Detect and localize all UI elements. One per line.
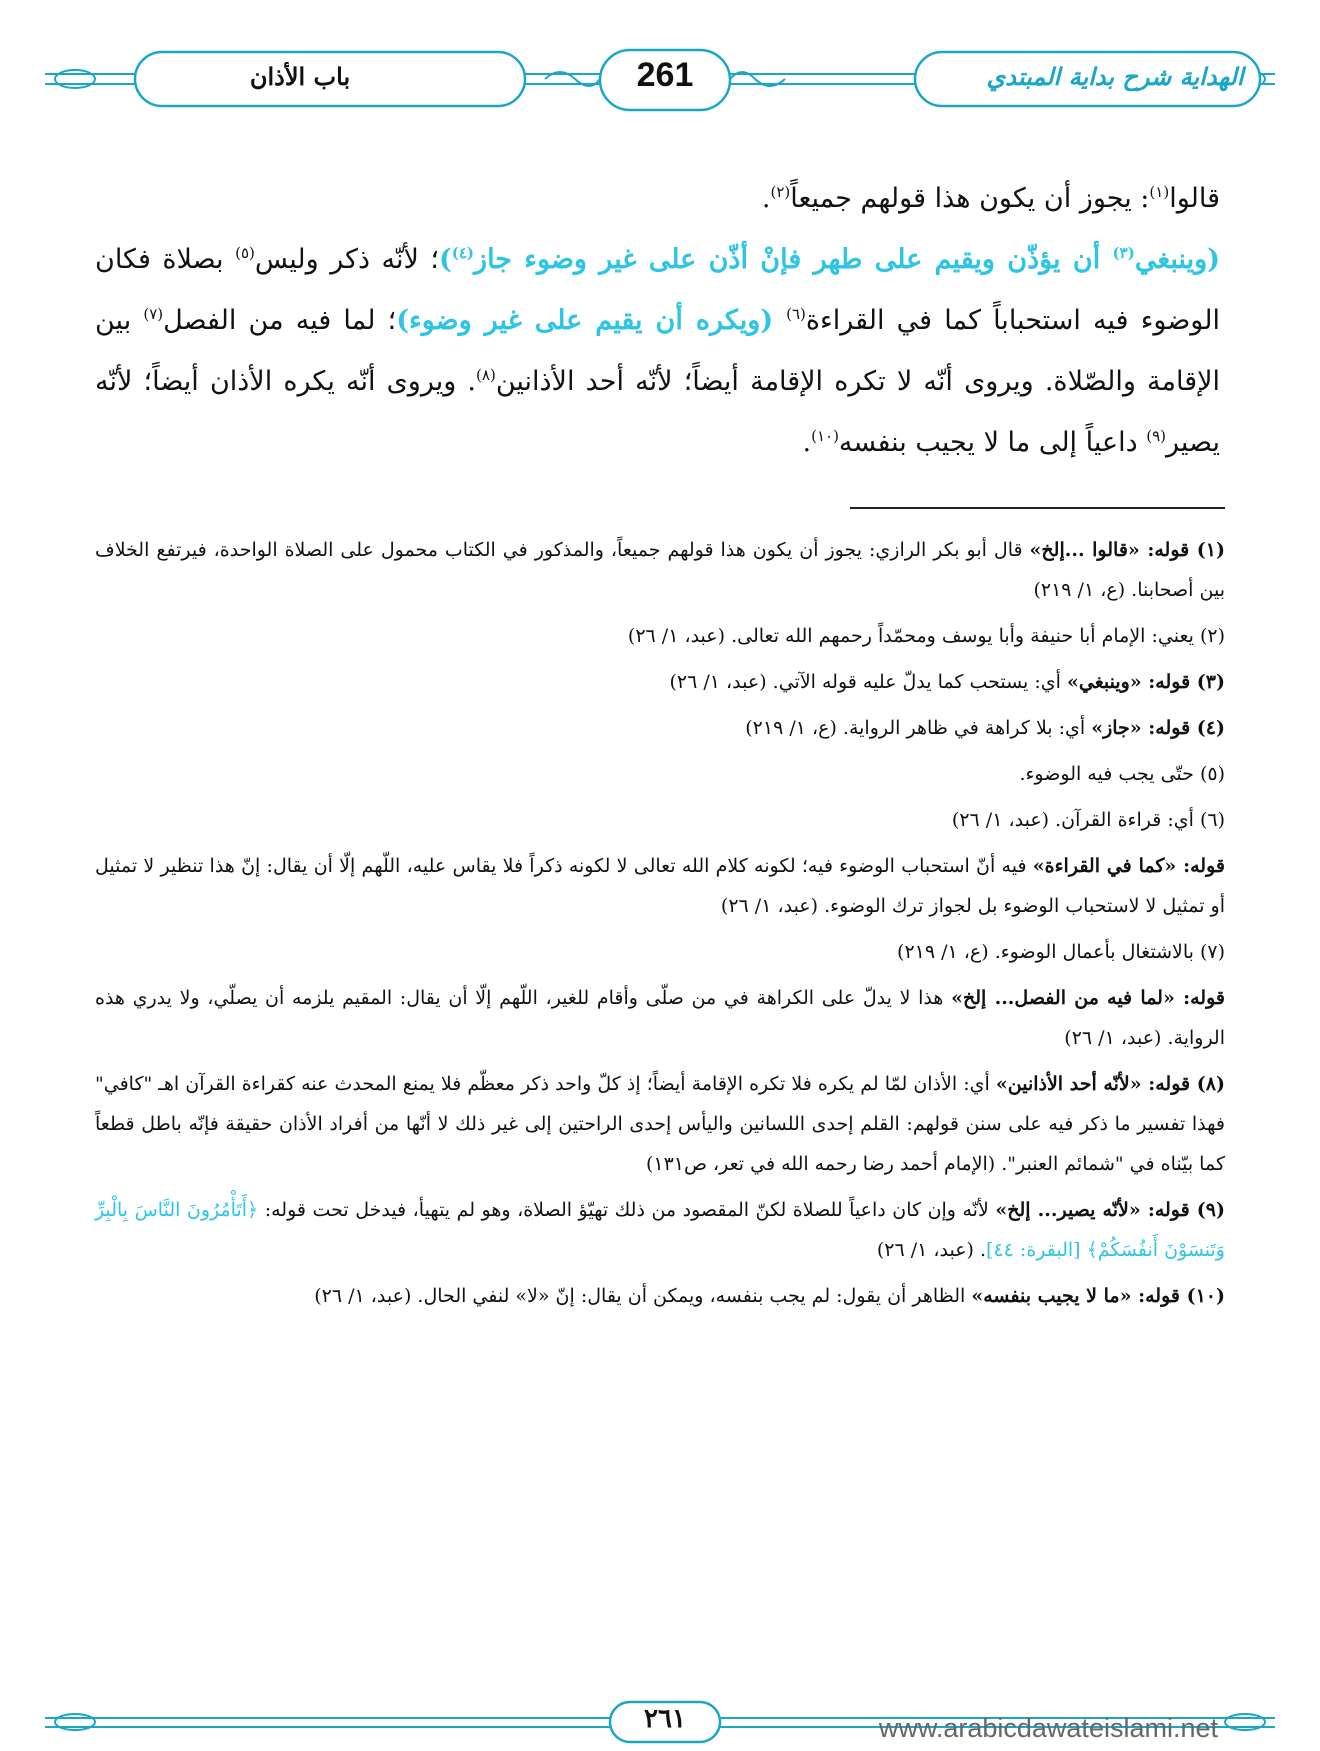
text-run: ؛ لأنّه ذكر وليس: [254, 244, 439, 275]
matn-text: (ويكره أن يقيم على غير وضوء): [396, 305, 787, 336]
book-title: الهداية شرح بداية المبتدي: [986, 62, 1244, 91]
footnote-label: (٤) قوله: «جاز»: [1091, 717, 1225, 739]
footnote-1: [95, 530, 1225, 610]
footnote-ref-1[interactable]: (١): [1149, 183, 1170, 201]
footnote-5: [95, 754, 1225, 794]
footnote-text: أي: بلا كراهة في ظاهر الرواية. (ع، ١/ ٢١٩): [745, 717, 1092, 739]
text-run: ؛ لما فيه من الفصل: [163, 305, 397, 336]
page-header: [45, 48, 1275, 112]
footnote-ref-8[interactable]: (٨): [476, 366, 496, 384]
main-paragraph-2: [95, 229, 1220, 473]
footnote-8: [95, 1064, 1225, 1184]
text-run: . ويروى أنّه يكره الأذان أيضاً؛ لأنّه يصير: [95, 366, 1220, 458]
matn-text: (وينبغي: [1134, 244, 1220, 275]
quran-verse: ﴿أَتَأْمُرُونَ النَّاسَ بِالْبِرِّ وَتَنسَوْنَ أَنفُسَكُمْ﴾ [البقرة: ٤٤]: [95, 1199, 1225, 1261]
footnote-label: (٨) قوله: «لأنّه أحد الأذانين»: [995, 1073, 1225, 1095]
footnote-6-comment: [95, 846, 1225, 926]
footnote-7: [95, 932, 1225, 972]
footnote-label: (٣) قوله: «وينبغي»: [1066, 671, 1225, 693]
chapter-title: باب الأذان: [249, 62, 351, 91]
footnote-text: أي: يستحب كما يدلّ عليه قوله الآتي. (عبد، ١/ ٢٦): [669, 671, 1067, 693]
text-run: بصلاة فكان الوضوء فيه استحباباً كما في القراءة: [95, 244, 1220, 336]
footnote-text: أي: الأذان لمّا لم يكره فلا تكره الإقامة أيضاً؛ إذ كلّ واحد ذكر معظّم فلا يمنع المحدث عنه كقراءة القرآن اهـ "كافي" فهذا تفسير ما ذكر فيه على سنن قولهم: القلم إحدى اللسانين واليأس إحدى الراحتين إلى غير ذلك لا أنّها من أفراد الأذان حقيقة فإنّه باطل قطعاً كما بيّناه في "شمائم العنبر". (الإمام أحمد رضا رحمه الله في تعر، ص١٣١): [95, 1073, 1225, 1175]
footnote-ref-5[interactable]: (٥): [235, 244, 255, 262]
footnote-ref-10[interactable]: (١٠): [811, 427, 839, 445]
footnote-label: قوله: «لما فيه من الفصل... إلخ»: [951, 987, 1225, 1009]
footnote-ref-4[interactable]: (٤): [451, 244, 475, 262]
matn-text: أن يؤذّن ويقيم على طهر فإنْ أذّن على غير وضوء جاز: [474, 244, 1113, 275]
footnote-text: هذا لا يدلّ على الكراهة في من صلّى وأقام للغير، اللّهم إلّا أن يقال: المقيم يلزمه أن يصلّي، ولا يدري هذه الرواية. (عبد، ١/ ٢٦): [95, 987, 1225, 1049]
footnote-text: (٦) أي: قراءة القرآن. (عبد، ١/ ٢٦): [951, 809, 1225, 831]
text-run: .: [802, 427, 812, 458]
footnote-label: (١٠) قوله: «ما لا يجيب بنفسه»: [971, 1285, 1225, 1307]
footnote-text: (٥) حتّى يجب فيه الوضوء.: [1019, 763, 1225, 785]
footnote-text: لأنّه وإن كان داعياً للصلاة لكنّ المقصود من ذلك تهيّؤ الصلاة، وهو لم يتهيأ، فيدخل تحت قوله:: [258, 1199, 996, 1221]
matn-text: ): [438, 244, 452, 275]
footnote-4: [95, 708, 1225, 748]
footnote-label: قوله: «كما في القراءة»: [1032, 855, 1225, 877]
footnote-10: [95, 1276, 1225, 1316]
footnote-3: [95, 662, 1225, 702]
footnote-text: الظاهر أن يقول: لم يجب بنفسه، ويمكن أن يقال: إنّ «لا» لنفي الحال. (عبد، ١/ ٢٦): [314, 1285, 972, 1307]
main-paragraph-1: [95, 168, 1220, 229]
main-text: [95, 168, 1220, 473]
footnotes: [95, 530, 1225, 1322]
footnote-label: (٩) قوله: «لأنّه يصير... إلخ»: [995, 1199, 1226, 1221]
footnote-text: (٢) يعني: الإمام أبا حنيفة وأبا يوسف ومحمّداً رحمهم الله تعالى. (عبد، ١/ ٢٦): [627, 625, 1225, 647]
footnote-divider: [850, 507, 1225, 509]
footer-page-number: ٢٦١: [644, 1704, 686, 1734]
text-run: قالوا: [1169, 183, 1220, 214]
footnote-text: (٧) بالاشتغال بأعمال الوضوء. (ع، ١/ ٢١٩): [897, 941, 1225, 963]
footnote-text: فيه أنّ استحباب الوضوء فيه؛ لكونه كلام الله تعالى لا لكونه ذكراً فلا يقاس عليه، اللّهم إلّا أن يقال: إنّ هذا تنظير لا تمثيل أو تمثيل لا لاستحباب الوضوء بل لجواز ترك الوضوء. (عبد، ١/ ٢٦): [95, 855, 1225, 917]
text-run: .: [761, 183, 771, 214]
text-run: بين الإقامة والصّلاة. ويروى أنّه لا تكره الإقامة أيضاً؛ لأنّه أحد الأذانين: [95, 305, 1221, 397]
footnote-text: قال أبو بكر الرازي: يجوز أن يكون هذا قولهم جميعاً، والمذكور في الكتاب محمول على الصلاة الواحدة، فيرتفع الخلاف بين أصحابنا. (ع، ١/ ٢١٩): [95, 539, 1225, 601]
footnote-ref-6[interactable]: (٦): [786, 305, 806, 323]
page-number: 261: [636, 56, 694, 94]
footnote-7-comment: [95, 978, 1225, 1058]
footnote-9: [95, 1190, 1225, 1270]
footnote-ref-3[interactable]: (٣): [1112, 244, 1135, 262]
website-link[interactable]: www.arabicdawateislami.net: [878, 1713, 1218, 1743]
footnote-label: (١) قوله: «قالوا ...إلخ»: [1029, 539, 1225, 561]
footnote-ref-2[interactable]: (٢): [770, 183, 791, 201]
footnote-6: [95, 800, 1225, 840]
footnote-2: [95, 616, 1225, 656]
footnote-ref-7[interactable]: (٧): [143, 305, 164, 323]
text-run: داعياً إلى ما لا يجيب بنفسه: [838, 427, 1147, 458]
text-run: : يجوز أن يكون هذا قولهم جميعاً: [790, 183, 1150, 214]
footnote-ref-9[interactable]: (٩): [1146, 427, 1167, 445]
footnote-text: . (عبد، ١/ ٢٦): [876, 1239, 987, 1261]
